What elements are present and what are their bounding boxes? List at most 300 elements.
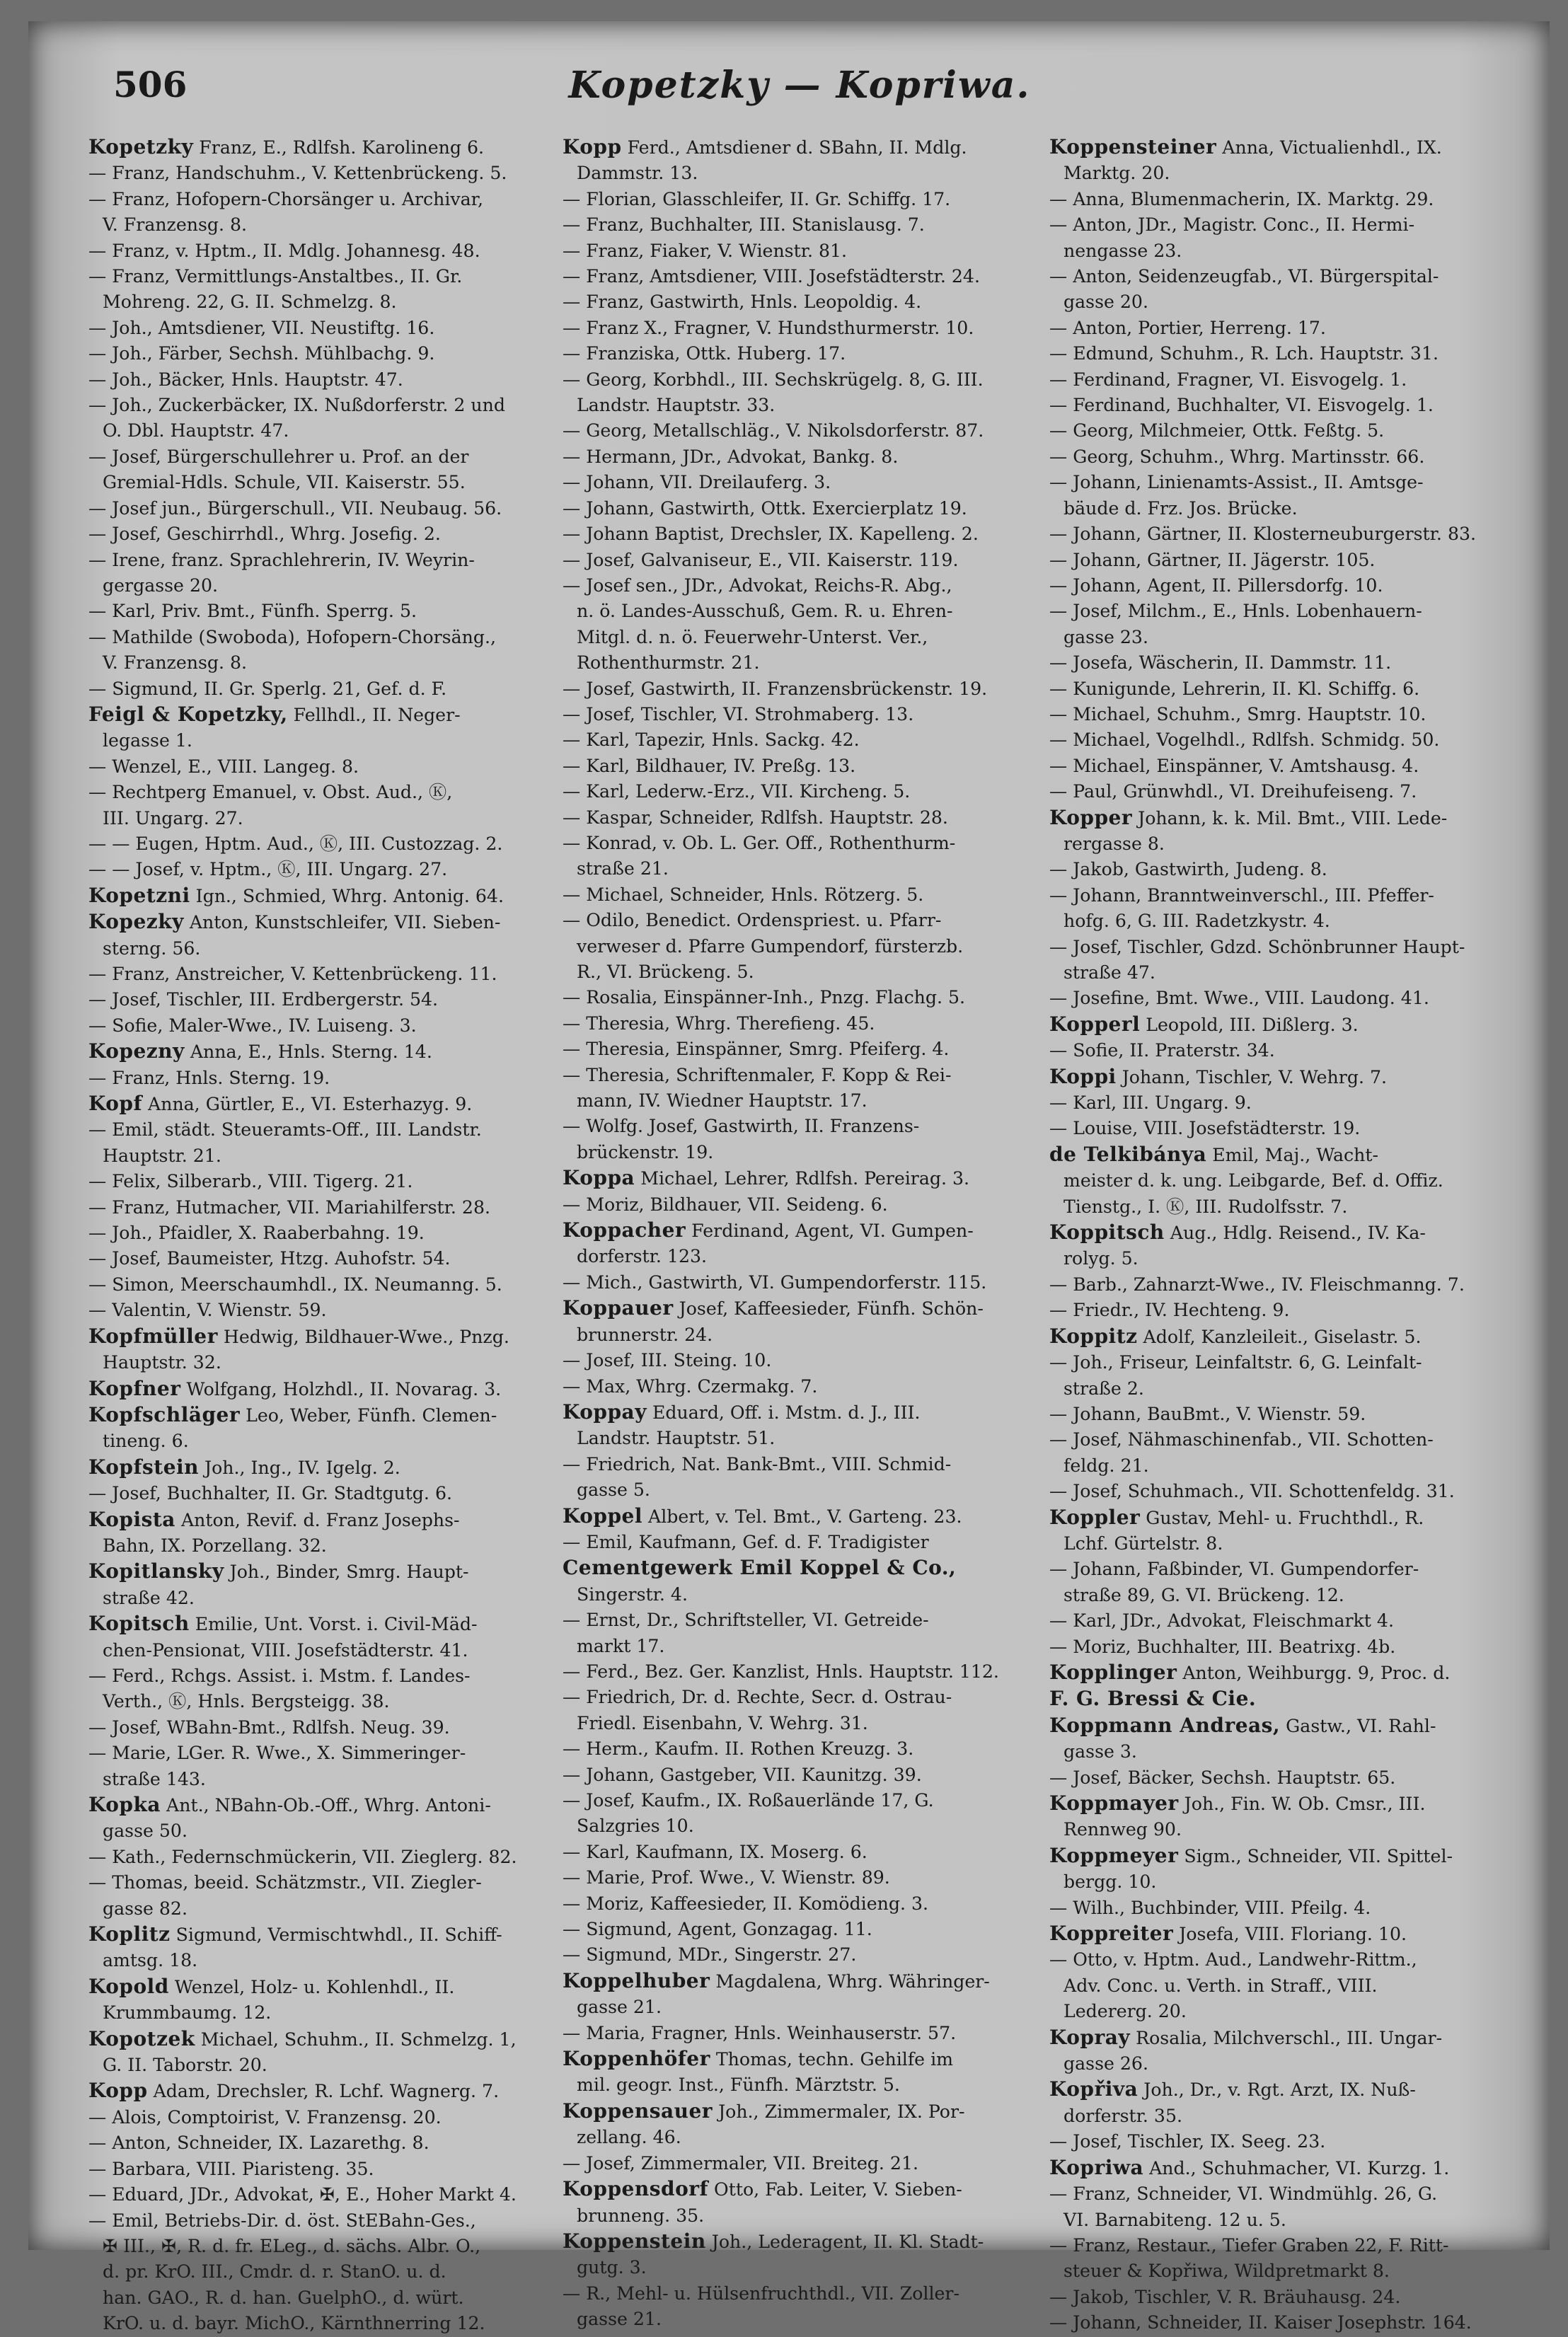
entry-line: — Barbara, VIII. Piaristeng. 35. bbox=[88, 2158, 374, 2179]
surname-heading: Kopitlansky bbox=[88, 1559, 224, 1583]
entry-line bbox=[1049, 1791, 1514, 1817]
entry-continuation: mann, IV. Wiedner Hauptstr. 17. bbox=[577, 1090, 867, 1112]
entry-continuation: gasse 20. bbox=[1063, 292, 1148, 313]
column-3 bbox=[1049, 134, 1514, 2336]
entry-line: — Anton, JDr., Magistr. Conc., II. Hermi- bbox=[1049, 214, 1415, 236]
entry-continuation: Friedl. Eisenbahn, V. Wehrg. 31. bbox=[577, 1712, 868, 1733]
entry-line: — Otto, v. Hptm. Aud., Landwehr-Rittm., bbox=[1049, 1949, 1417, 1970]
entry-line: — Felix, Silberarb., VIII. Tigerg. 21. bbox=[88, 1171, 413, 1192]
entry-text: Joh., Zimmermaler, IX. Por- bbox=[713, 2101, 965, 2122]
entry-continuation: n. ö. Landes-Ausschuß, Gem. R. u. Ehren- bbox=[577, 601, 953, 622]
entry-text: Fellhdl., II. Neger- bbox=[287, 704, 461, 725]
entry-line bbox=[88, 2026, 553, 2053]
entry-line bbox=[563, 1296, 1027, 1322]
page-header bbox=[85, 64, 1514, 120]
entry-line: — Josef, WBahn-Bmt., Rdlfsh. Neug. 39. bbox=[88, 1716, 450, 1738]
surname-heading: Koppel bbox=[563, 1504, 643, 1528]
entry-continuation: gasse 50. bbox=[103, 1820, 188, 1842]
entry-continuation: amtsg. 18. bbox=[103, 1950, 198, 1971]
entry-text: Johann, Tischler, V. Wehrg. 7. bbox=[1116, 1066, 1387, 1087]
entry-line bbox=[1049, 1660, 1514, 1686]
entry-line: — R., Mehl- u. Hülsenfruchthdl., VII. Zoller- bbox=[563, 2283, 959, 2304]
entry-line: — Friedr., IV. Hechteng. 9. bbox=[1049, 1300, 1290, 1321]
surname-heading: Kopp bbox=[88, 2079, 148, 2103]
entry-line: — Georg, Korbhdl., III. Sechskrügelg. 8, G. III. bbox=[563, 369, 984, 390]
entry-line: — Kaspar, Schneider, Rdlfsh. Hauptstr. 28. bbox=[563, 807, 948, 828]
entry-line: — Josef, Schuhmach., VII. Schottenfeldg. 31. bbox=[1049, 1481, 1455, 1502]
entry-line: — Karl, Bildhauer, IV. Preßg. 13. bbox=[563, 755, 856, 776]
entry-continuation: gasse 21. bbox=[577, 1997, 662, 2018]
entry-text: Adolf, Kanzleileit., Giselastr. 5. bbox=[1137, 1326, 1422, 1347]
entry-line: — Josef, Zimmermaler, VII. Breiteg. 21. bbox=[563, 2152, 918, 2174]
entry-text: Leo, Weber, Fünfh. Clemen- bbox=[240, 1404, 497, 1426]
entry-line: — Sofie, Maler-Wwe., IV. Luiseng. 3. bbox=[88, 1015, 417, 1036]
entry-line: — Moriz, Buchhalter, III. Beatrixg. 4b. bbox=[1049, 1636, 1396, 1657]
entry-continuation: rergasse 8. bbox=[1063, 833, 1165, 854]
entry-line: — Joh., Färber, Sechsh. Mühlbachg. 9. bbox=[88, 343, 435, 364]
entry-line: — Maria, Fragner, Hnls. Weinhauserstr. 57. bbox=[563, 2022, 957, 2043]
entry-line: — Michael, Vogelhdl., Rdlfsh. Schmidg. 50. bbox=[1049, 729, 1440, 751]
entry-line: — Wenzel, E., VIII. Langeg. 8. bbox=[88, 756, 359, 777]
entry-continuation: straße 2. bbox=[1063, 1378, 1144, 1399]
surname-heading: Kopka bbox=[88, 1793, 161, 1816]
surname-heading: Kopriwa bbox=[1049, 2155, 1144, 2179]
entry-line: — Franz, Restaur., Tiefer Graben 22, F. Ritt- bbox=[1049, 2234, 1449, 2256]
entry-line: — Emil, Kaufmann, Gef. d. F. Tradigister bbox=[563, 1531, 929, 1552]
entry-line: — Joh., Bäcker, Hnls. Hauptstr. 47. bbox=[88, 369, 403, 390]
surname-heading: Kopfmüller bbox=[88, 1324, 218, 1348]
entry-line: — Josef, Kaufm., IX. Roßauerlände 17, G. bbox=[563, 1790, 934, 1811]
entry-line: — Josef, Tischler, IX. Seeg. 23. bbox=[1049, 2131, 1326, 2152]
entry-line bbox=[563, 1218, 1027, 1244]
surname-heading: Kopezny bbox=[88, 1039, 185, 1063]
entry-continuation: Gremial-Hdls. Schule, VII. Kaiserstr. 55. bbox=[103, 472, 466, 493]
entry-line: — Karl, Priv. Bmt., Fünfh. Sperrg. 5. bbox=[88, 601, 417, 622]
entry-continuation: straße 21. bbox=[577, 858, 669, 879]
entry-line bbox=[88, 1559, 553, 1585]
entry-line: — Kath., Federnschmückerin, VII. Zieglerg. 82. bbox=[88, 1846, 517, 1867]
entry-text: Eduard, Off. i. Mstm. d. J., III. bbox=[646, 1402, 921, 1423]
entry-line: — Johann, Gastwirth, Ottk. Exercierplatz 19. bbox=[563, 497, 967, 519]
entry-continuation: Lchf. Gürtelstr. 8. bbox=[1063, 1533, 1223, 1554]
entry-line: — Theresia, Whrg. Therefieng. 45. bbox=[563, 1012, 875, 1034]
entry-line: — Johann, BauBmt., V. Wienstr. 59. bbox=[1049, 1403, 1366, 1424]
surname-heading: de Telkibánya bbox=[1049, 1142, 1207, 1166]
entry-text: Josef, Kaffeesieder, Fünfh. Schön- bbox=[673, 1298, 984, 1320]
entry-line: — Josef, III. Steing. 10. bbox=[563, 1350, 772, 1371]
entry-line: — Michael, Einspänner, V. Amtshausg. 4. bbox=[1049, 755, 1419, 776]
entry-line: — Simon, Meerschaumhdl., IX. Neumanng. 5. bbox=[88, 1274, 502, 1295]
entry-line bbox=[563, 1400, 1027, 1426]
entry-line: — Josef, Bäcker, Sechsh. Hauptstr. 65. bbox=[1049, 1767, 1396, 1788]
entry-line: — Franz, Handschuhm., V. Kettenbrückeng. 5. bbox=[88, 163, 507, 184]
entry-line: — Mich., Gastwirth, VI. Gumpendorferstr. 115. bbox=[563, 1271, 987, 1293]
entry-text: Johann, k. k. Mil. Bmt., VIII. Lede- bbox=[1132, 807, 1448, 829]
entry-line: — Georg, Schuhm., Whrg. Martinsstr. 66. bbox=[1049, 446, 1425, 467]
entry-line: — Johann, Linienamts-Assist., II. Amtsge- bbox=[1049, 472, 1424, 493]
entry-line: — Moriz, Bildhauer, VII. Seideng. 6. bbox=[563, 1194, 888, 1215]
entry-line: — Odilo, Benedict. Ordenspriest. u. Pfarr- bbox=[563, 910, 942, 931]
entry-line bbox=[563, 1504, 1027, 1530]
entry-continuation: Singerstr. 4. bbox=[577, 1583, 688, 1605]
entry-continuation: feldg. 21. bbox=[1063, 1455, 1149, 1476]
entry-line: — Franziska, Ottk. Huberg. 17. bbox=[563, 343, 846, 364]
entry-text: Anton, Revif. d. Franz Josephs- bbox=[175, 1509, 460, 1530]
entry-line bbox=[1049, 2025, 1514, 2051]
surname-heading: Koppensdorf bbox=[563, 2177, 709, 2201]
entry-continuation: zellang. 46. bbox=[577, 2127, 681, 2148]
entry-line: — Franz, v. Hptm., II. Mdlg. Johannesg. 48. bbox=[88, 240, 480, 261]
entry-line: — Michael, Schuhm., Smrg. Hauptstr. 10. bbox=[1049, 703, 1426, 725]
entry-continuation: Verth., Ⓚ, Hnls. Bergsteigg. 38. bbox=[103, 1691, 390, 1712]
surname-heading: Kopray bbox=[1049, 2025, 1131, 2049]
entry-continuation: straße 42. bbox=[103, 1587, 195, 1608]
entry-line bbox=[88, 1507, 553, 1533]
entry-text: Wenzel, Holz- u. Kohlenhdl., II. bbox=[168, 1976, 455, 1997]
entry-line: — Anton, Schneider, IX. Lazarethg. 8. bbox=[88, 2133, 430, 2154]
entry-text: Otto, Fab. Leiter, V. Sieben- bbox=[708, 2179, 962, 2200]
surname-heading: Koppelhuber bbox=[563, 1968, 710, 1992]
entry-line: — Josef, Tischler, III. Erdbergerstr. 54. bbox=[88, 989, 439, 1010]
entry-text: Ign., Schmied, Whrg. Antonig. 64. bbox=[190, 885, 504, 906]
entry-text: Anna, Gürtler, E., VI. Esterhazyg. 9. bbox=[142, 1094, 473, 1115]
entry-line: — Anton, Seidenzeugfab., VI. Bürgerspital- bbox=[1049, 266, 1439, 287]
entry-line bbox=[88, 134, 553, 161]
entry-text: Sigm., Schneider, VII. Spittel- bbox=[1178, 1845, 1453, 1866]
entry-line: — Jakob, Gastwirth, Judeng. 8. bbox=[1049, 859, 1327, 880]
entry-text: Aug., Hdlg. Reisend., IV. Ka- bbox=[1164, 1223, 1426, 1244]
surname-heading: F. G. Bressi & Cie. bbox=[1049, 1687, 1257, 1711]
entry-line: — Jakob, Tischler, V. R. Bräuhausg. 24. bbox=[1049, 2286, 1401, 2307]
entry-line: — Wilh., Buchbinder, VIII. Pfeilg. 4. bbox=[1049, 1897, 1371, 1918]
entry-continuation: sterng. 56. bbox=[103, 937, 201, 959]
entry-line: — Karl, Tapezir, Hnls. Sackg. 42. bbox=[563, 729, 860, 751]
entry-text: Ferdinand, Agent, VI. Gumpen- bbox=[686, 1221, 974, 1242]
entry-line: — Josefa, Wäscherin, II. Dammstr. 11. bbox=[1049, 652, 1392, 674]
entry-line: — Georg, Milchmeier, Ottk. Feßtg. 5. bbox=[1049, 420, 1385, 442]
entry-continuation: III. Ungarg. 27. bbox=[103, 807, 243, 829]
entry-continuation: straße 47. bbox=[1063, 962, 1155, 983]
entry-line: — Herm., Kaufm. II. Rothen Kreuzg. 3. bbox=[563, 1738, 914, 1760]
entry-line bbox=[1049, 1012, 1514, 1038]
entry-continuation: gasse 21. bbox=[577, 2309, 662, 2330]
entry-line: — Wolfg. Josef, Gastwirth, II. Franzens- bbox=[563, 1116, 920, 1137]
entry-continuation: markt 17. bbox=[577, 1635, 665, 1656]
surname-heading: Kopplinger bbox=[1049, 1660, 1177, 1684]
entry-line: — Eduard, JDr., Advokat, ✠, E., Hoher Markt 4. bbox=[88, 2184, 517, 2205]
entry-line bbox=[88, 909, 553, 935]
entry-line bbox=[88, 1324, 553, 1350]
entry-text: Magdalena, Whrg. Währinger- bbox=[710, 1970, 990, 1992]
entry-line: — Joh., Friseur, Leinfaltstr. 6, G. Leinfalt- bbox=[1049, 1352, 1422, 1373]
entry-line: — Anna, Blumenmacherin, IX. Marktg. 29. bbox=[1049, 188, 1434, 209]
entry-line: — Ferd., Rchgs. Assist. i. Mstm. f. Landes- bbox=[88, 1665, 471, 1686]
entry-continuation: verweser d. Pfarre Gumpendorf, fürsterzb. bbox=[577, 935, 964, 957]
entry-line: — Friedrich, Nat. Bank-Bmt., VIII. Schmid- bbox=[563, 1453, 952, 1475]
entry-continuation: mil. geogr. Inst., Fünfh. Märztstr. 5. bbox=[577, 2075, 900, 2096]
entry-line: — — Josef, v. Hptm., Ⓚ, III. Ungarg. 27. bbox=[88, 859, 448, 880]
entry-continuation: han. GAO., R. d. han. GuelphO., d. würt. bbox=[103, 2287, 464, 2308]
entry-continuation: dorferstr. 35. bbox=[1063, 2105, 1182, 2126]
entry-line bbox=[88, 1376, 553, 1402]
entry-line: — Johann, Agent, II. Pillersdorfg. 10. bbox=[1049, 575, 1383, 596]
entry-line: — Josef, Buchhalter, II. Gr. Stadtgutg. 6. bbox=[88, 1483, 452, 1504]
column-2 bbox=[563, 134, 1027, 2333]
surname-heading: Kopf bbox=[88, 1092, 143, 1116]
surname-heading: Koplitz bbox=[88, 1922, 171, 1946]
entry-line bbox=[88, 2078, 553, 2104]
surname-heading: Koppauer bbox=[563, 1296, 674, 1320]
entry-continuation: meister d. k. ung. Leibgarde, Bef. d. Offiz. bbox=[1063, 1170, 1443, 1191]
entry-text: Rosalia, Milchverschl., III. Ungar- bbox=[1130, 2027, 1443, 2048]
entry-line: — Marie, Prof. Wwe., V. Wienstr. 89. bbox=[563, 1867, 890, 1888]
entry-continuation: Landstr. Hauptstr. 33. bbox=[577, 395, 776, 416]
surname-heading: Kopřiva bbox=[1049, 2077, 1138, 2101]
surname-heading: Koppitsch bbox=[1049, 1221, 1165, 1245]
entry-continuation: Rennweg 90. bbox=[1063, 1819, 1182, 1840]
running-title: Kopetzky — Kopriwa. bbox=[568, 64, 1031, 107]
entry-line: — Emil, Betriebs-Dir. d. öst. StEBahn-Ges., bbox=[88, 2210, 476, 2231]
entry-continuation: chen-Pensionat, VIII. Josefstädterstr. 41. bbox=[103, 1639, 468, 1661]
surname-heading: Kopfschläger bbox=[88, 1402, 241, 1426]
entry-line: — Valentin, V. Wienstr. 59. bbox=[88, 1300, 327, 1321]
entry-continuation: Salzgries 10. bbox=[577, 1816, 694, 1837]
entry-continuation: gutg. 3. bbox=[577, 2257, 647, 2278]
surname-heading: Kopold bbox=[88, 1974, 169, 1998]
entry-text: Joh., Dr., v. Rgt. Arzt, IX. Nuß- bbox=[1138, 2079, 1416, 2101]
entry-line bbox=[1049, 1142, 1514, 1168]
entry-line: — Karl, Lederw.-Erz., VII. Kircheng. 5. bbox=[563, 781, 911, 802]
entry-continuation: Ledererg. 20. bbox=[1063, 2001, 1187, 2022]
entry-line: — Michael, Schneider, Hnls. Rötzerg. 5. bbox=[563, 884, 924, 905]
surname-heading: Feigl & Kopetzky, bbox=[88, 702, 288, 726]
entry-text: Joh., Lederagent, II. Kl. Stadt- bbox=[705, 2231, 984, 2252]
entry-line bbox=[1049, 2077, 1514, 2103]
entry-line bbox=[1049, 805, 1514, 831]
entry-line bbox=[88, 1611, 553, 1637]
entry-continuation: VI. Barnabiteng. 12 u. 5. bbox=[1063, 2209, 1286, 2230]
entry-line: — Franz, Amtsdiener, VIII. Josefstädterstr. 24. bbox=[563, 266, 980, 287]
entry-continuation: Bahn, IX. Porzellang. 32. bbox=[103, 1535, 327, 1556]
entry-text: Anna, Victualienhdl., IX. bbox=[1216, 137, 1442, 158]
entry-line: — Theresia, Schriftenmaler, F. Kopp & Rei- bbox=[563, 1064, 952, 1085]
entry-line: — Sigmund, II. Gr. Sperlg. 21, Gef. d. F. bbox=[88, 678, 447, 699]
entry-line: — Johann, Gärtner, II. Jägerstr. 105. bbox=[1049, 549, 1376, 570]
entry-line: — Ferdinand, Fragner, VI. Eisvogelg. 1. bbox=[1049, 369, 1407, 390]
entry-line bbox=[1049, 1505, 1514, 1531]
entry-text: Joh., Fin. W. Ob. Cmsr., III. bbox=[1178, 1794, 1426, 1814]
entry-continuation: Mohreng. 22, G. II. Schmelzg. 8. bbox=[103, 292, 397, 313]
surname-heading: Kopper bbox=[1049, 805, 1133, 829]
entry-continuation: R., VI. Brückeng. 5. bbox=[577, 962, 754, 982]
entry-line: — Josef, Tischler, Gdzd. Schönbrunner Haupt- bbox=[1049, 936, 1465, 957]
column-1 bbox=[88, 134, 553, 2337]
entry-line: — Josef, Tischler, VI. Strohmaberg. 13. bbox=[563, 703, 914, 725]
entry-continuation: Rothenthurmstr. 21. bbox=[577, 652, 760, 674]
entry-line: — Ferd., Bez. Ger. Kanzlist, Hnls. Hauptstr. 112. bbox=[563, 1661, 999, 1682]
entry-line: — Konrad, v. Ob. L. Ger. Off., Rothenthurm- bbox=[563, 832, 956, 853]
entry-text: Franz, E., Rdlfsh. Karolineng 6. bbox=[193, 137, 485, 158]
entry-line: — Franz, Buchhalter, III. Stanislausg. 7. bbox=[563, 214, 925, 236]
entry-continuation: Mitgl. d. n. ö. Feuerwehr-Unterst. Ver., bbox=[577, 626, 928, 647]
entry-line bbox=[563, 1165, 1027, 1191]
surname-heading: Kopitsch bbox=[88, 1612, 190, 1636]
entry-text: Hedwig, Bildhauer-Wwe., Pnzg. bbox=[217, 1326, 509, 1347]
entry-line bbox=[1049, 1064, 1514, 1090]
entry-line bbox=[563, 2176, 1027, 2203]
entry-line: — Johann Baptist, Drechsler, IX. Kapelleng. 2. bbox=[563, 524, 979, 545]
entry-line bbox=[88, 1039, 553, 1065]
entry-line: — Josef, Geschirrhdl., Whrg. Josefig. 2. bbox=[88, 524, 441, 545]
entry-text: Joh., Ing., IV. Igelg. 2. bbox=[199, 1457, 400, 1478]
directory-page bbox=[28, 21, 1550, 2334]
entry-continuation: Dammstr. 13. bbox=[577, 163, 698, 184]
entry-continuation: hofg. 6, G. III. Radetzkystr. 4. bbox=[1063, 911, 1330, 932]
surname-heading: Koppmeyer bbox=[1049, 1843, 1179, 1867]
entry-text: Gastw., VI. Rahl- bbox=[1280, 1715, 1436, 1736]
entry-line: — Johann, Gärtner, II. Klosterneuburgerstr. 83. bbox=[1049, 524, 1476, 545]
entry-continuation: d. pr. KrO. III., Cmdr. d. r. StanO. u. d. bbox=[103, 2261, 446, 2283]
entry-continuation: O. Dbl. Hauptstr. 47. bbox=[103, 420, 289, 442]
entry-text: Ferd., Amtsdiener d. SBahn, II. Mdlg. bbox=[621, 137, 967, 158]
entry-line: — Moriz, Kaffeesieder, II. Komödieng. 3. bbox=[563, 1893, 929, 1914]
entry-line: — Theresia, Einspänner, Smrg. Pfeiferg. 4. bbox=[563, 1039, 950, 1060]
entry-line: — Louise, VIII. Josefstädterstr. 19. bbox=[1049, 1118, 1361, 1139]
entry-text: Josefa, VIII. Floriang. 10. bbox=[1173, 1924, 1407, 1945]
entry-continuation: KrO. u. d. bayr. MichO., Kärnthnerring 12. bbox=[103, 2313, 485, 2334]
entry-line: — Johann, Gastgeber, VII. Kaunitzg. 39. bbox=[563, 1764, 922, 1785]
entry-line: — Franz, Anstreicher, V. Kettenbrückeng. 11. bbox=[88, 964, 497, 984]
entry-continuation: gasse 82. bbox=[103, 1898, 188, 1919]
entry-continuation: dorferstr. 123. bbox=[577, 1246, 708, 1267]
entry-continuation: gasse 3. bbox=[1063, 1741, 1137, 1762]
entry-line: — Mathilde (Swoboda), Hofopern-Chorsäng., bbox=[88, 626, 496, 647]
entry-line: — Franz, Schneider, VI. Windmühlg. 26, G. bbox=[1049, 2183, 1438, 2205]
entry-continuation: steuer & Kopřiwa, Wildpretmarkt 8. bbox=[1063, 2261, 1390, 2282]
entry-text: Michael, Lehrer, Rdlfsh. Pereirag. 3. bbox=[635, 1168, 970, 1189]
entry-line: — Joh., Pfaidler, X. Raaberbahng. 19. bbox=[88, 1223, 425, 1244]
entry-text: Emilie, Unt. Vorst. i. Civil-Mäd- bbox=[189, 1614, 478, 1635]
entry-continuation: straße 89, G. VI. Brückeng. 12. bbox=[1063, 1584, 1344, 1605]
entry-line: — Joh., Amtsdiener, VII. Neustiftg. 16. bbox=[88, 317, 435, 338]
surname-heading: Kopperl bbox=[1049, 1012, 1141, 1036]
entry-continuation: gasse 23. bbox=[1063, 626, 1148, 647]
entry-text: Ant., NBahn-Ob.-Off., Whrg. Antoni- bbox=[161, 1795, 491, 1816]
entry-continuation: Hauptstr. 32. bbox=[103, 1352, 221, 1373]
entry-continuation: brunneng. 35. bbox=[577, 2205, 705, 2226]
surname-heading: Koppmann Andreas, bbox=[1049, 1713, 1281, 1737]
surname-heading: Kopp bbox=[563, 135, 622, 158]
entry-line: — — Eugen, Hptm. Aud., Ⓚ, III. Custozzag. 2. bbox=[88, 833, 503, 854]
entry-line: — Florian, Glasschleifer, II. Gr. Schiffg. 17. bbox=[563, 188, 951, 209]
entry-line bbox=[88, 1974, 553, 2000]
entry-line: — Josef, Galvaniseur, E., VII. Kaiserstr. 119. bbox=[563, 549, 959, 570]
entry-line: — Barb., Zahnarzt-Wwe., IV. Fleischmanng. 7. bbox=[1049, 1274, 1465, 1295]
page-number: 506 bbox=[113, 64, 188, 105]
entry-line bbox=[1049, 1843, 1514, 1869]
entry-line: — Franz, Fiaker, V. Wienstr. 81. bbox=[563, 240, 848, 261]
surname-heading: Kopotzek bbox=[88, 2026, 195, 2050]
entry-text: Anna, E., Hnls. Sterng. 14. bbox=[184, 1041, 432, 1063]
entry-continuation: gasse 26. bbox=[1063, 2053, 1148, 2075]
entry-line bbox=[88, 883, 553, 909]
entry-continuation: brückenstr. 19. bbox=[577, 1141, 714, 1162]
entry-text: Sigmund, Vermischtwhdl., II. Schiff- bbox=[170, 1925, 502, 1946]
entry-line: — Rechtperg Emanuel, v. Obst. Aud., Ⓚ, bbox=[88, 782, 453, 803]
surname-heading: Kopetzky bbox=[88, 135, 194, 158]
entry-line: — Kunigunde, Lehrerin, II. Kl. Schiffg. 6. bbox=[1049, 678, 1420, 699]
entry-line bbox=[563, 2099, 1027, 2125]
entry-line: — Edmund, Schuhm., R. Lch. Hauptstr. 31. bbox=[1049, 343, 1439, 364]
surname-heading: Kopfstein bbox=[88, 1455, 200, 1479]
entry-continuation: Marktg. 20. bbox=[1063, 163, 1170, 184]
entry-line bbox=[1049, 134, 1514, 161]
entry-text: Gustav, Mehl- u. Fruchthdl., R. bbox=[1140, 1507, 1424, 1528]
entry-line: — Josefine, Bmt. Wwe., VIII. Laudong. 41. bbox=[1049, 988, 1429, 1009]
entry-line: — Franz, Gastwirth, Hnls. Leopoldig. 4. bbox=[563, 292, 922, 313]
entry-continuation: nengasse 23. bbox=[1063, 240, 1182, 261]
entry-line bbox=[88, 1455, 553, 1481]
entry-continuation: ✠ III., ✠, R. d. fr. ELeg., d. sächs. Albr. O., bbox=[103, 2235, 481, 2256]
entry-text: Adam, Drechsler, R. Lchf. Wagnerg. 7. bbox=[147, 2081, 500, 2102]
entry-line: — Paul, Grünwhdl., VI. Dreihufeiseng. 7. bbox=[1049, 781, 1417, 802]
entry-line bbox=[1049, 1686, 1514, 1712]
surname-heading: Koppensteiner bbox=[1049, 135, 1217, 158]
entry-continuation: brunnerstr. 24. bbox=[577, 1324, 713, 1345]
entry-line bbox=[1049, 1324, 1514, 1350]
surname-heading: Koppitz bbox=[1049, 1324, 1138, 1348]
entry-continuation: Tienstg., I. Ⓚ, III. Rudolfsstr. 7. bbox=[1063, 1196, 1348, 1217]
entry-line: — Hermann, JDr., Advokat, Bankg. 8. bbox=[563, 446, 899, 467]
entry-line: — Joh., Zuckerbäcker, IX. Nußdorferstr. 2 und bbox=[88, 395, 505, 416]
entry-line: — Ferdinand, Buchhalter, VI. Eisvogelg. 1. bbox=[1049, 395, 1434, 416]
entry-line: — Karl, III. Ungarg. 9. bbox=[1049, 1092, 1252, 1114]
entry-line: — Sigmund, MDr., Singerstr. 27. bbox=[563, 1944, 857, 1966]
entry-line: — Franz, Vermittlungs-Anstaltbes., II. Gr. bbox=[88, 266, 463, 287]
entry-line bbox=[1049, 2155, 1514, 2181]
entry-line bbox=[88, 702, 553, 728]
entry-text: Joh., Binder, Smrg. Haupt- bbox=[224, 1562, 469, 1583]
entry-line bbox=[1049, 1220, 1514, 1246]
entry-text: Albert, v. Tel. Bmt., V. Garteng. 23. bbox=[642, 1506, 962, 1527]
surname-heading: Koppler bbox=[1049, 1505, 1141, 1529]
entry-line bbox=[563, 2046, 1027, 2072]
entry-line bbox=[1049, 1713, 1514, 1739]
entry-continuation: straße 143. bbox=[103, 1768, 206, 1789]
entry-line: — Josef, Gastwirth, II. Franzensbrückenstr. 19. bbox=[563, 678, 988, 699]
entry-line: — Irene, franz. Sprachlehrerin, IV. Weyrin- bbox=[88, 549, 475, 570]
entry-line: — Josef, Nähmaschinenfab., VII. Schotten- bbox=[1049, 1429, 1434, 1450]
entry-line: — Franz, Hutmacher, VII. Mariahilferstr. 28. bbox=[88, 1196, 490, 1218]
entry-line bbox=[563, 2229, 1027, 2255]
surname-heading: Koppreiter bbox=[1049, 1922, 1174, 1946]
surname-heading: Koppensauer bbox=[563, 2099, 713, 2123]
entry-line: — Sofie, II. Praterstr. 34. bbox=[1049, 1040, 1275, 1061]
entry-continuation: gergasse 20. bbox=[103, 575, 219, 596]
entry-line: — Johann, Schneider, II. Kaiser Josephstr. 164. bbox=[1049, 2312, 1472, 2333]
entry-continuation: rolyg. 5. bbox=[1063, 1248, 1138, 1269]
entry-line: — Josef jun., Bürgerschull., VII. Neubaug. 56. bbox=[88, 497, 502, 519]
surname-heading: Kopfner bbox=[88, 1376, 181, 1400]
entry-line: — Franz, Hnls. Sterng. 19. bbox=[88, 1067, 330, 1088]
surname-heading: Cementgewerk Emil Koppel & Co., bbox=[563, 1556, 957, 1580]
entry-line: — Karl, Kaufmann, IX. Moserg. 6. bbox=[563, 1841, 867, 1862]
entry-continuation: legasse 1. bbox=[103, 730, 192, 751]
entry-line bbox=[88, 1792, 553, 1818]
surname-heading: Koppenstein bbox=[563, 2229, 706, 2253]
surname-heading: Kopetzni bbox=[88, 883, 190, 907]
surname-heading: Kopista bbox=[88, 1507, 175, 1531]
